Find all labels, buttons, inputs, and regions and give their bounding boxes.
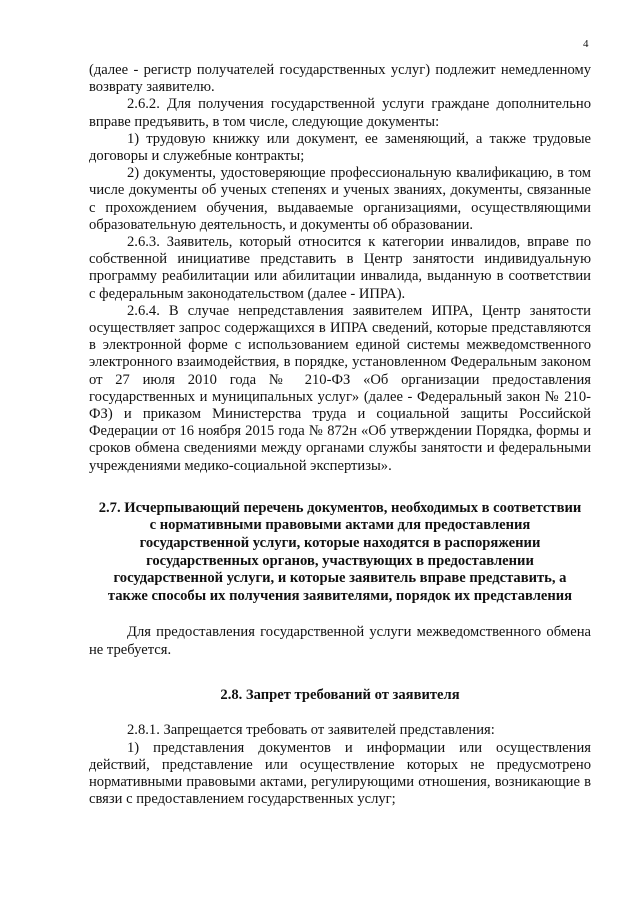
section-heading-2-7: 2.7. Исчерпывающий перечень документов, необходимых в соответствии с нормативными правовыми актами для предоставления государственной услуги, которые находятся в распоряжении государственных органов, участвующих в предоставлении государственной услуги, и которые заявитель вправе представить, а также способы их получения заявителями, порядок их представления (98, 499, 582, 604)
list-item-2-8-1-1: 1) представления документов и информации или осуществления действий, представление или осуществление которых не предусмотрено нормативными правовыми актами, регулирующими отношения, возникающие в связи с предоставлением государственных услуг; (89, 739, 591, 808)
page-number: 4 (583, 38, 589, 50)
paragraph-continuation: (далее - регистр получателей государственных услуг) подлежит немедленному возврату заявителю. (89, 62, 591, 96)
paragraph-2-8-1: 2.8.1. Запрещается требовать от заявителей представления: (127, 722, 495, 739)
paragraph-2-6-4: 2.6.4. В случае непредставления заявителем ИПРА, Центр занятости осуществляет запрос содержащихся в ИПРА сведений, которые представляются в электронной форме с использованием единой системы межведомственного электронного взаимодействия, в порядке, установленном Федеральным законом от 27 июля 2010 года № 210-ФЗ «Об организации предоставления государственных и муниципальных услуг» (далее - Федеральный закон № 210-ФЗ) и приказом Министерства труда и социальной защиты Российской Федерации от 16 ноября 2015 года № 872н «Об утверждении Порядка, формы и сроков обмена сведениями между органами службы занятости и федеральными учреждениями медико-социальной экспертизы». (89, 302, 591, 474)
list-item-1: 1) трудовую книжку или документ, ее заменяющий, а также трудовые договоры и служебные контракты; (89, 130, 591, 165)
paragraph-2-6-2: 2.6.2. Для получения государственной услуги граждане дополнительно вправе предъявить, в том числе, следующие документы: (89, 96, 591, 130)
paragraph-2-6-3: 2.6.3. Заявитель, который относится к категории инвалидов, вправе по собственной инициативе представить в Центр занятости индивидуальную программу реабилитации или абилитации инвалида, выданную в соответствии с федеральным законодательством (далее - ИПРА). (89, 234, 591, 302)
list-item-2: 2) документы, удостоверяющие профессиональную квалификацию, в том числе документы об ученых степенях и ученых званиях, документы, связанные с прохождением обучения, выдаваемые организациями, осуществляющими образовательную деятельность, и документы об образовании. (89, 165, 591, 233)
paragraph-2-7: Для предоставления государственной услуги межведомственного обмена не требуется. (89, 624, 591, 658)
section-heading-2-8: 2.8. Запрет требований от заявителя (220, 686, 460, 703)
document-body (89, 62, 591, 808)
